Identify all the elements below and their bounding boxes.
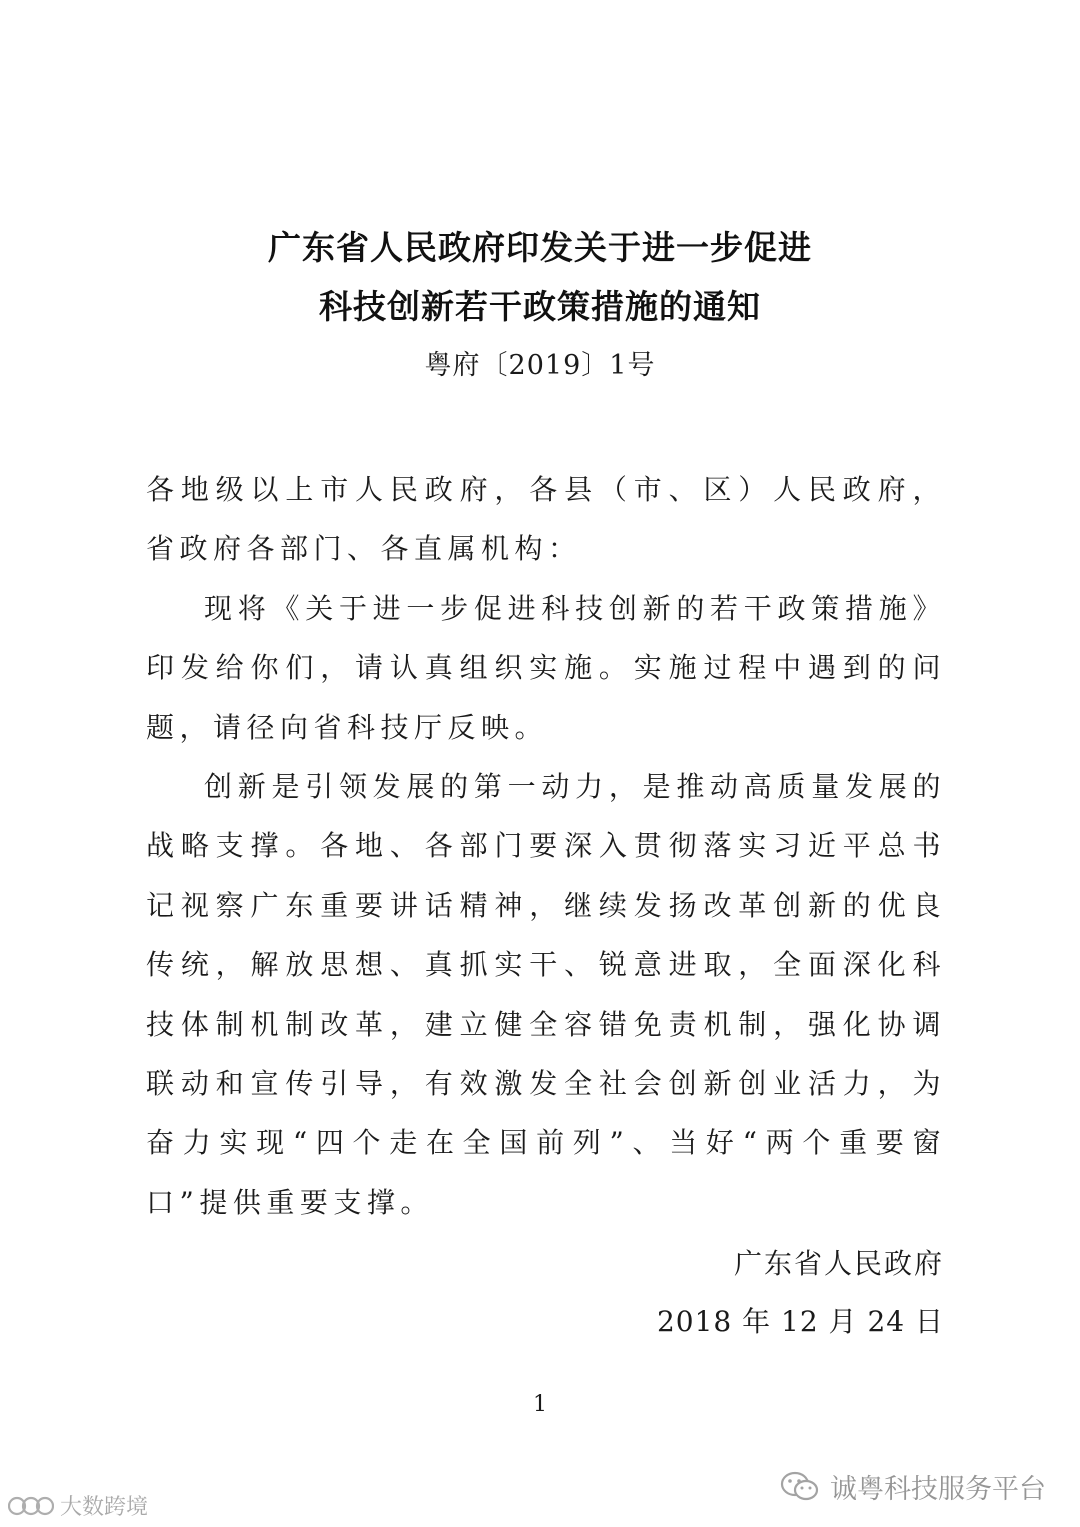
watermark-right [780, 1467, 1046, 1506]
paragraph-2: 创新是引领发展的第一动力，是推动高质量发展的战略支撑。各地、各部门要深入贯彻落实习近平总书记视察广东重要讲话精神，继续发扬改革创新的优良传统，解放思想、真抓实干、锐意进取，全面深化科技体制机制改革，建立健全容错免责机制，强化协调联动和宣传引导，有效激发全社会创新创业活力，为奋力实现“四个走在全国前列”、当好“两个重要窗口”提供重要支撑。 [146, 770, 946, 1219]
wechat-icon [780, 1470, 820, 1504]
document-title-line2: 科技创新若干政策措施的通知 [319, 287, 761, 326]
watermark-right-text: 诚粤科技服务平台 [830, 1474, 1046, 1505]
document-body [146, 460, 946, 1232]
page-number: 1 [533, 1392, 547, 1417]
document-number: 粤府〔2019〕1号 [424, 350, 656, 381]
addressee: 各地级以上市人民政府，各县（市、区）人民政府，省政府各部门、各直属机构： [146, 473, 946, 566]
logo-icon [8, 1493, 54, 1519]
paragraph-1: 现将《关于进一步促进科技创新的若干政策措施》印发给你们，请认真组织实施。实施过程中遇到的问题，请径向省科技厅反映。 [146, 591, 946, 744]
signature-date: 2018 年 12 月 24 日 [656, 1305, 944, 1338]
watermark-left-text: 大数跨境 [60, 1495, 149, 1520]
signature-organization: 广东省人民政府 [733, 1247, 944, 1280]
watermark-left [8, 1490, 148, 1521]
document-title-line1: 广东省人民政府印发关于进一步促进 [268, 228, 812, 267]
